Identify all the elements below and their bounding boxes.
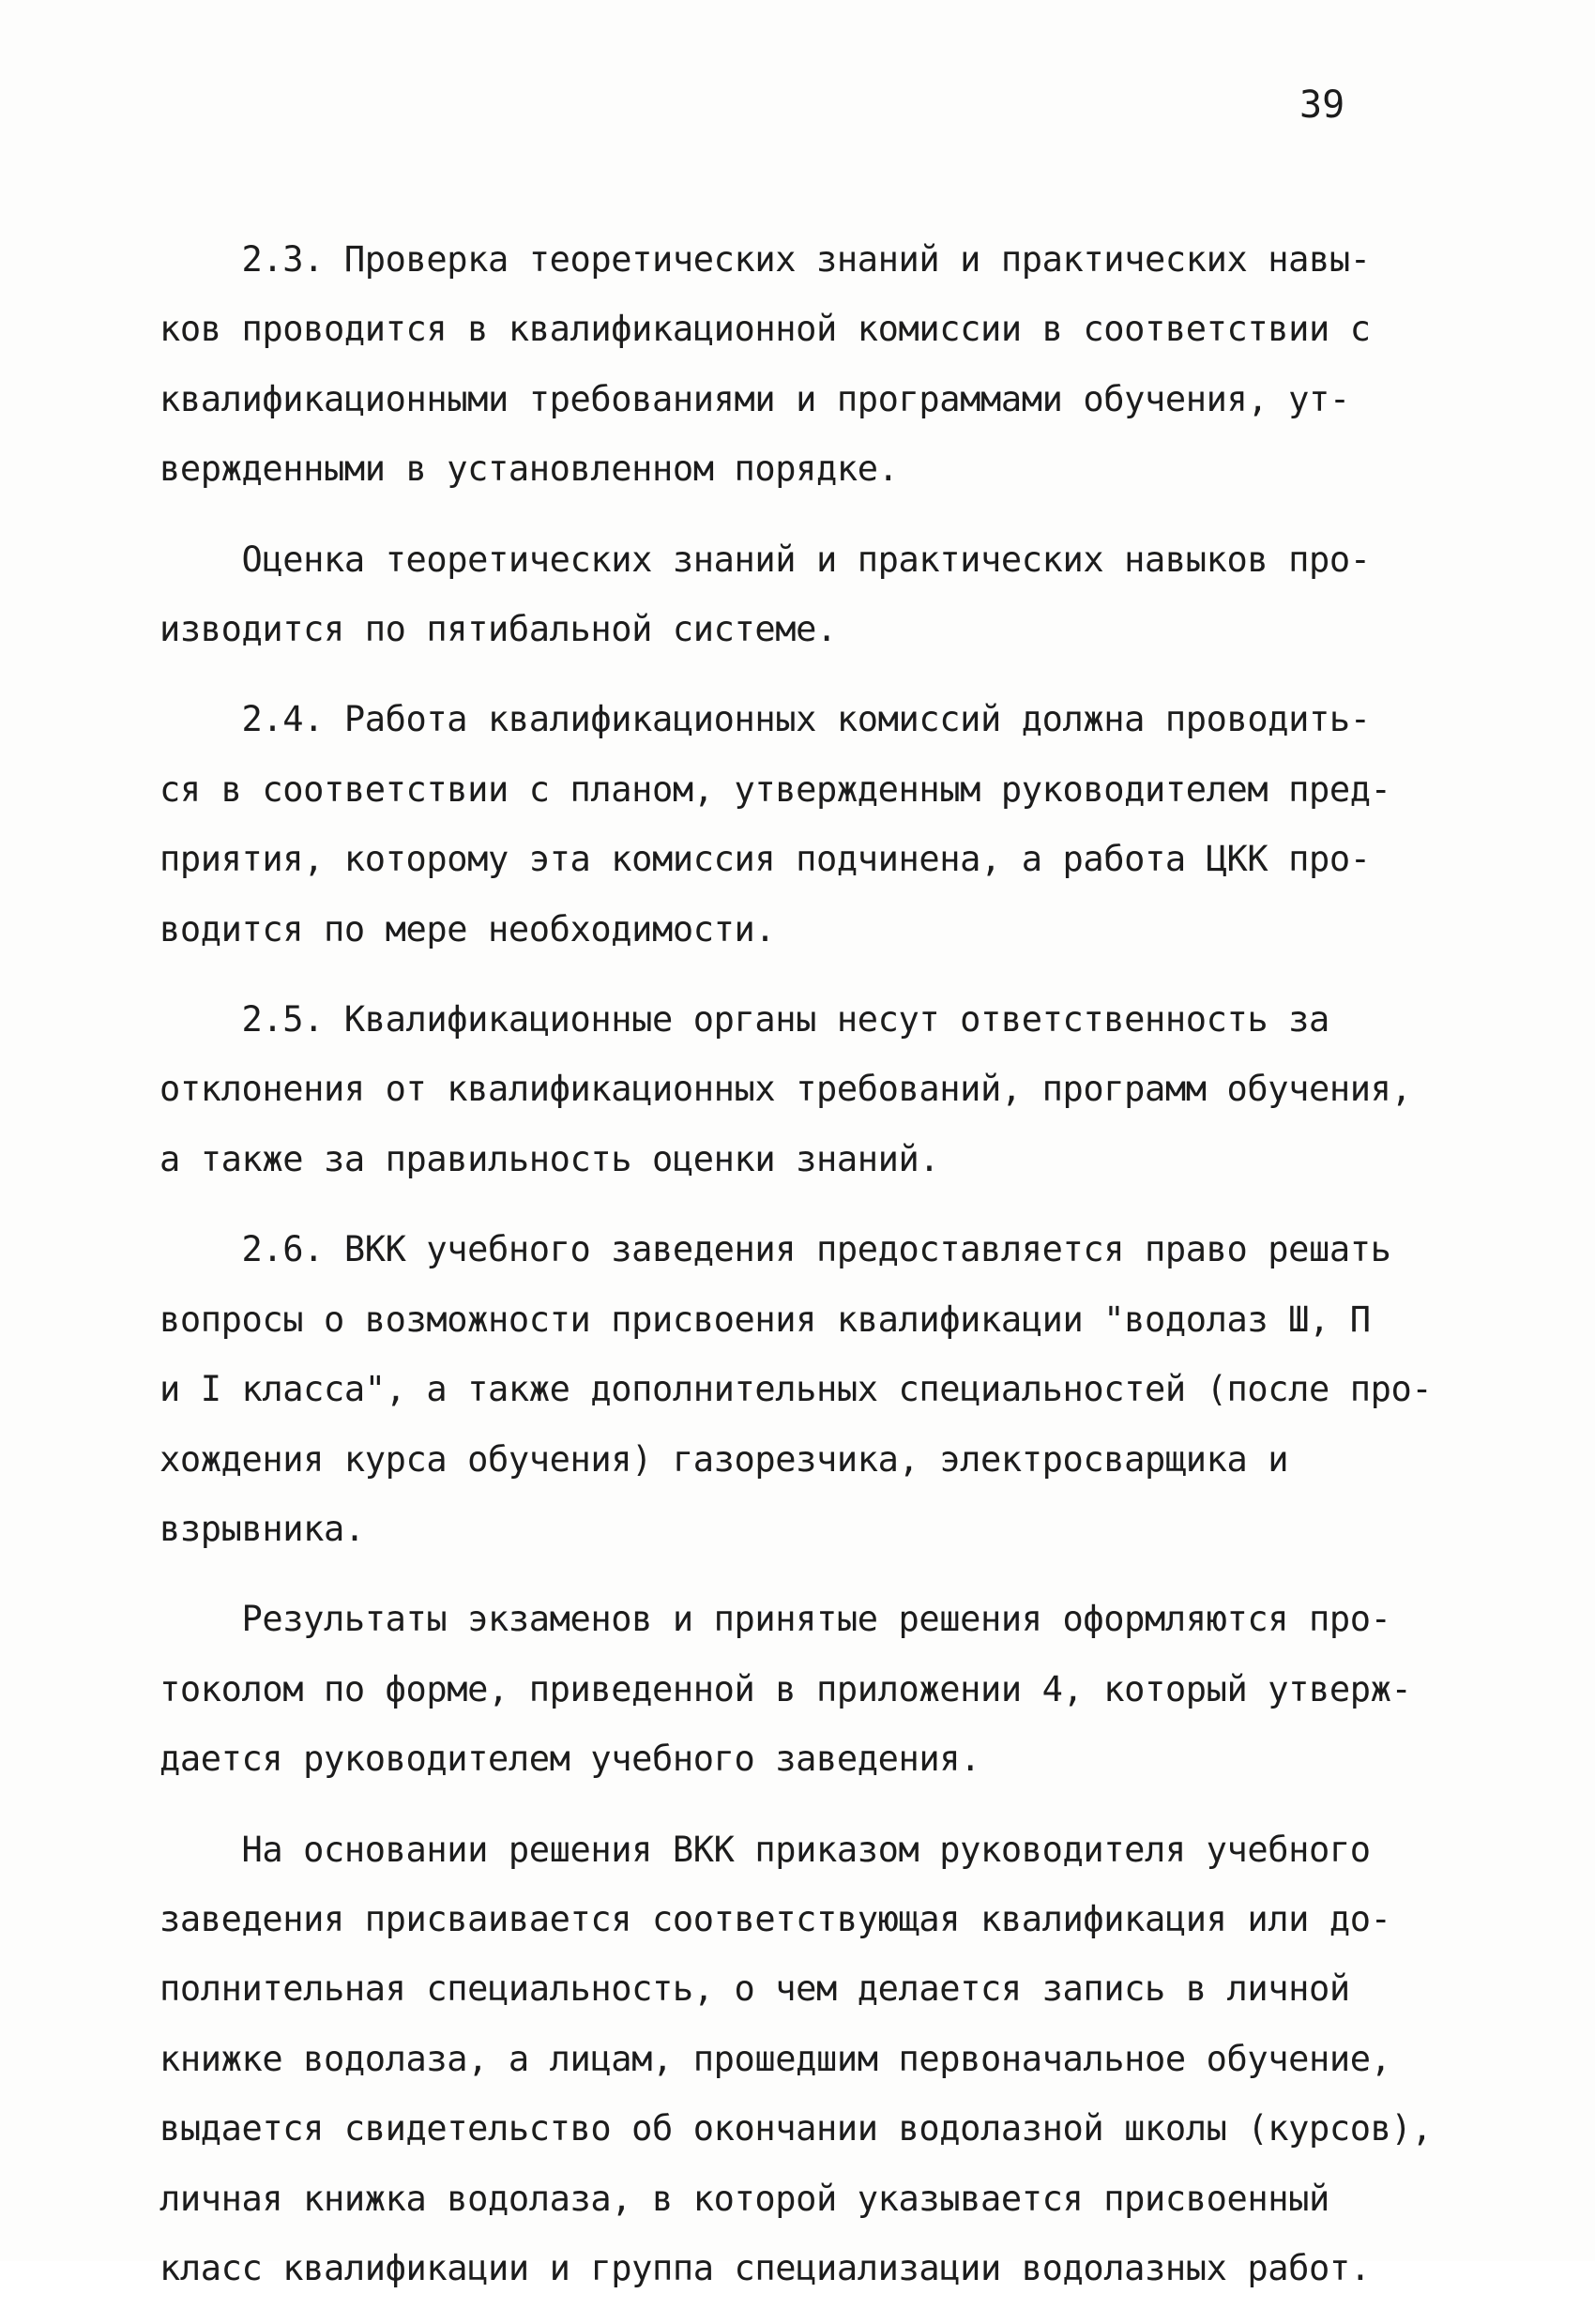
text-line: ков проводится в квалификационной комиссии в соответствии с — [160, 309, 1371, 350]
text-line: вержденными в установленном порядке. — [160, 448, 899, 490]
text-line: токолом по форме, приведенной в приложении 4, который утверж- — [160, 1668, 1412, 1709]
text-line: На основании решения ВКК приказом руководителя учебного — [160, 1829, 1371, 1870]
text-line: 2.3. Проверка теоретических знаний и практических навы- — [160, 239, 1371, 280]
document-body — [160, 225, 1454, 2324]
text-line: заведения присваивается соответствующая квалификация или до- — [160, 1898, 1391, 1939]
page-number: 39 — [1299, 84, 1345, 127]
paragraph-2-5 — [160, 985, 1454, 1194]
text-line: и I класса", а также дополнительных специальностей (после про- — [160, 1369, 1433, 1410]
paragraph-2-3-assessment — [160, 525, 1454, 665]
text-line: водится по мере необходимости. — [160, 908, 776, 949]
text-line: личная книжка водолаза, в которой указывается присвоенный — [160, 2178, 1329, 2219]
text-line: взрывника. — [160, 1508, 365, 1549]
text-line: 2.4. Работа квалификационных комиссий должна проводить- — [160, 699, 1371, 740]
text-line: Результаты экзаменов и принятые решения оформляются про- — [160, 1599, 1391, 1640]
text-line: приятия, которому эта комиссия подчинена, а работа ЦКК про- — [160, 839, 1371, 880]
text-line: выдается свидетельство об окончании водолазной школы (курсов), — [160, 2108, 1433, 2149]
text-line: дается руководителем учебного заведения. — [160, 1739, 981, 1780]
paragraph-2-6 — [160, 1215, 1454, 1564]
text-line: полнительная специальность, о чем делается запись в личной — [160, 1968, 1350, 2010]
paragraph-2-6-decision — [160, 1815, 1454, 2304]
text-line: Оценка теоретических знаний и практических навыков про- — [160, 539, 1371, 580]
text-line: хождения курса обучения) газорезчика, электросварщика и — [160, 1438, 1289, 1480]
paragraph-2-6-results — [160, 1585, 1454, 1794]
paragraph-2-4 — [160, 685, 1454, 965]
text-line: 2.5. Квалификационные органы несут ответственность за — [160, 999, 1329, 1040]
text-line: вопросы о возможности присвоения квалификации "водолаз Ш, П — [160, 1299, 1371, 1340]
text-line: а также за правильность оценки знаний. — [160, 1138, 940, 1179]
text-line: класс квалификации и группа специализации водолазных работ. — [160, 2247, 1371, 2288]
text-line: 2.6. ВКК учебного заведения предоставляется право решать — [160, 1229, 1391, 1270]
text-line: квалификационными требованиями и программами обучения, ут- — [160, 378, 1350, 419]
paragraph-2-3 — [160, 225, 1454, 505]
text-line: ся в соответствии с планом, утвержденным руководителем пред- — [160, 768, 1391, 810]
text-line: изводится по пятибальной системе. — [160, 609, 837, 650]
text-line: книжке водолаза, а лицам, прошедшим первоначальное обучение, — [160, 2038, 1391, 2079]
text-line: отклонения от квалификационных требований, программ обучения, — [160, 1069, 1412, 1110]
